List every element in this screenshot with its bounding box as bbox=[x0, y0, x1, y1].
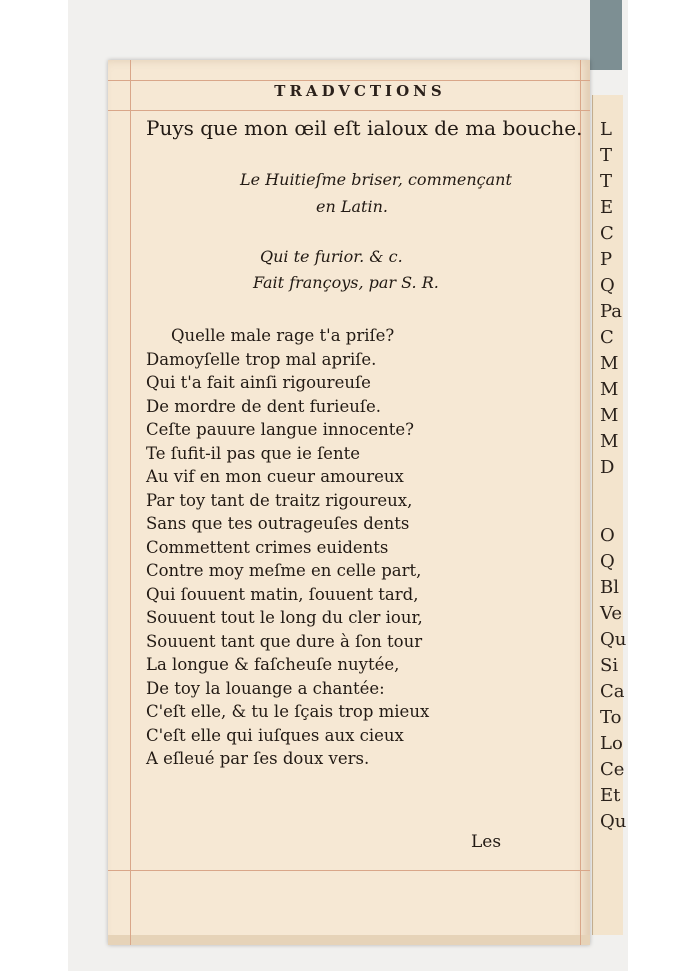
verse-line: De toy la louange a chantée: bbox=[146, 678, 385, 698]
facing-page-letter: Ve bbox=[600, 603, 622, 624]
facing-page-letter: Si bbox=[600, 655, 619, 676]
facing-page-letter: M bbox=[600, 353, 619, 374]
facing-page-letters bbox=[600, 117, 626, 835]
facing-page-letter: Q bbox=[600, 551, 615, 572]
facing-page-letter: Q bbox=[600, 275, 615, 296]
facing-page-letter: M bbox=[600, 405, 619, 426]
section-heading: Le Huitieſme briser, commençant bbox=[240, 170, 512, 189]
facing-page-letter: E bbox=[600, 197, 614, 218]
facing-page-letter: To bbox=[600, 707, 622, 728]
facing-page-letter bbox=[600, 481, 626, 523]
verse-line: Sans que tes outrageuſes dents bbox=[146, 514, 410, 533]
facing-page-letter: Qu bbox=[600, 811, 627, 832]
verse-line: Quelle male rage t'a priſe? bbox=[171, 326, 395, 345]
facing-page-letter: P bbox=[600, 249, 613, 270]
verse-line: Souuent tout le long du cler iour, bbox=[146, 608, 423, 627]
incipit: Qui te furior. & c. bbox=[260, 247, 403, 266]
verse-line: C'eſt elle qui iuſques aux cieux bbox=[146, 725, 404, 745]
facing-page-letter: Qu bbox=[600, 629, 627, 650]
section-heading-cont: en Latin. bbox=[316, 197, 388, 216]
verse-line: Damoyſelle trop mal apriſe. bbox=[146, 349, 377, 369]
verse-line: De mordre de dent furieuſe. bbox=[146, 396, 381, 416]
facing-page-letter: Bl bbox=[600, 577, 619, 598]
facing-page-letter: L bbox=[600, 119, 612, 140]
rule-top bbox=[108, 80, 590, 81]
facing-page-letter: T bbox=[600, 171, 613, 192]
verse-line: Au vif en mon cueur amoureux bbox=[146, 467, 404, 486]
facing-page-letter: D bbox=[600, 457, 615, 478]
rule-head bbox=[108, 110, 590, 111]
verse-line: Commettent crimes euidents bbox=[146, 537, 389, 557]
facing-page-letter: C bbox=[600, 327, 614, 348]
verse-line: Souuent tant que dure à ſon tour bbox=[146, 631, 423, 651]
page-bottom-edge bbox=[108, 935, 590, 945]
catchword: Les bbox=[471, 832, 502, 852]
facing-page-letter: Lo bbox=[600, 733, 623, 754]
facing-page-letter: Et bbox=[600, 785, 621, 806]
rule-bottom bbox=[108, 870, 590, 871]
facing-page-letter: C bbox=[600, 223, 614, 244]
facing-page-letter: Ca bbox=[600, 681, 625, 702]
verse-line: Ceſte pauure langue innocente? bbox=[146, 420, 414, 439]
running-head: TRADVCTIONS bbox=[274, 82, 446, 100]
facing-page-letter: Ce bbox=[600, 759, 625, 780]
verse-block bbox=[146, 324, 429, 771]
first-line: Puys que mon œil eſt ialoux de ma bouche. bbox=[146, 116, 583, 140]
verse-line: Contre moy meſme en celle part, bbox=[146, 561, 422, 580]
verse-line: C'eſt elle, & tu le ſçais trop mieux bbox=[146, 702, 430, 721]
facing-page-edge bbox=[592, 95, 627, 935]
rule-right bbox=[580, 60, 581, 945]
facing-page-letter: M bbox=[600, 431, 619, 452]
verse-line: La longue & faſcheuſe nuytée, bbox=[146, 655, 400, 674]
facing-page-letter: T bbox=[600, 145, 613, 166]
facing-page-letter: O bbox=[600, 525, 615, 546]
verse-line: A eſleué par ſes doux vers. bbox=[146, 749, 370, 768]
book-cover-edge bbox=[590, 0, 622, 70]
attribution: Fait françoys, par S. R. bbox=[253, 273, 439, 292]
verse-line: Qui ſouuent matin, ſouuent tard, bbox=[146, 584, 419, 604]
rule-left bbox=[130, 60, 131, 945]
verse-line: Qui t'a fait ainſi rigoureuſe bbox=[146, 373, 371, 392]
facing-page-letter: Pa bbox=[600, 301, 623, 322]
verse-line: Te ſufit-il pas que ie ſente bbox=[146, 443, 360, 463]
verse-line: Par toy tant de traitz rigoureux, bbox=[146, 490, 413, 510]
facing-page-letter: M bbox=[600, 379, 619, 400]
